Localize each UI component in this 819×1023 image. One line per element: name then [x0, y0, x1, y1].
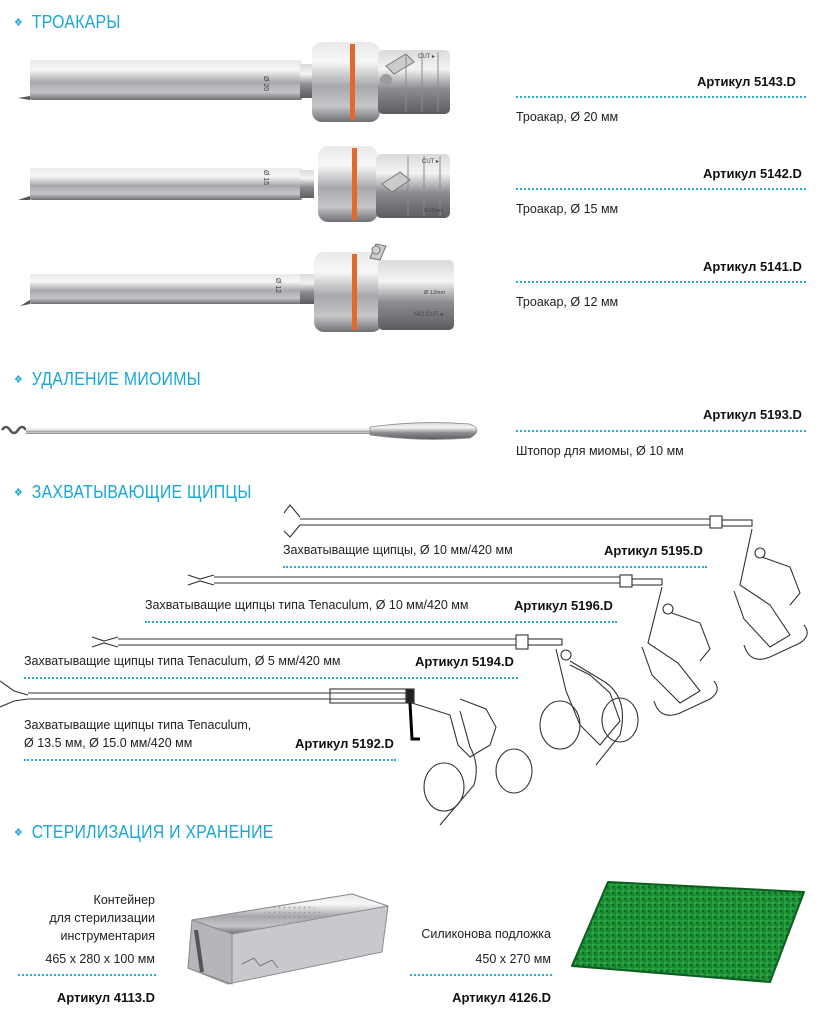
forceps-5194-desc: Захватыващие щипцы типа Tenaculum, Ø 5 мм/420 мм — [24, 654, 341, 668]
divider — [145, 621, 617, 623]
divider — [516, 188, 806, 190]
divider — [24, 677, 518, 679]
divider — [18, 974, 156, 976]
trocar-5141-desc: Троакар, Ø 12 мм — [516, 295, 619, 309]
article-5194: Артикул 5194.D — [415, 654, 514, 669]
trocar-engraving: Ø 12 — [274, 278, 281, 294]
trocar-5142-desc: Троакар, Ø 15 мм — [516, 202, 619, 216]
myoma-desc: Штопор для миомы, Ø 10 мм — [516, 444, 684, 458]
divider — [410, 974, 552, 976]
cap-engraving: Ø 15mm — [424, 208, 444, 214]
forceps-5195-desc: Захватыващие щипцы, Ø 10 мм/420 мм — [283, 543, 513, 557]
container-label-line2: для стерилизации — [49, 911, 155, 925]
article-5195: Артикул 5195.D — [604, 543, 703, 558]
divider — [516, 430, 806, 432]
section-title-trocars: ❖ ТРОАКАРЫ — [14, 11, 121, 32]
article-4126: Артикул 4126.D — [452, 990, 551, 1005]
trocar-5142-image — [14, 142, 464, 232]
myoma-screw-image — [0, 418, 490, 448]
trocar-engraving: Ø 15 — [262, 170, 269, 186]
section-title-sterilization: ❖ СТЕРИЛИЗАЦИЯ И ХРАНЕНИЕ — [14, 821, 274, 842]
trocar-5141-image — [14, 240, 464, 340]
section-title-forceps: ❖ ЗАХВАТЫВАЮЩИЕ ЩИПЦЫ — [14, 481, 252, 502]
forceps-5192-desc-line1: Захватыващие щипцы типа Tenaculum, — [24, 718, 252, 732]
article-5143: Артикул 5143.D — [697, 74, 796, 89]
article-5193: Артикул 5193.D — [703, 407, 802, 422]
section-title-myoma: ❖ УДАЛЕНИЕ МИОИМЫ — [14, 368, 201, 389]
divider — [24, 759, 396, 761]
cut-engraving: CUT ▸ — [418, 54, 435, 60]
article-5192: Артикул 5192.D — [295, 736, 394, 751]
divider — [516, 96, 806, 98]
sterilization-container-image — [182, 880, 394, 1000]
article-5141: Артикул 5141.D — [703, 259, 802, 274]
diamond-bullet-icon: ❖ — [14, 16, 23, 29]
article-4113: Артикул 4113.D — [56, 990, 155, 1005]
cap-engraving: Ø 12mm — [424, 290, 446, 296]
mat-label: Силиконова подложка — [421, 927, 551, 941]
trocar-5143-image — [14, 40, 464, 130]
trocar-5143-desc: Троакар, Ø 20 мм — [516, 110, 619, 124]
silicone-mat-image — [568, 878, 808, 988]
divider — [516, 281, 806, 283]
divider — [283, 566, 707, 568]
forceps-5196-desc: Захватыващие щипцы типа Tenaculum, Ø 10 мм/420 мм — [145, 598, 469, 612]
article-5142: Артикул 5142.D — [703, 166, 802, 181]
container-size: 465 x 280 x 100 мм — [45, 952, 155, 966]
nocut-engraving: NO CUT ▸ — [414, 311, 444, 318]
container-label-line1: Контейнер — [93, 893, 155, 907]
cut-engraving: CUT ▸ — [422, 159, 439, 165]
diamond-bullet-icon: ❖ — [14, 826, 23, 839]
forceps-5192-desc-line2: Ø 13.5 мм, Ø 15.0 мм/420 мм — [24, 736, 193, 750]
article-5196: Артикул 5196.D — [514, 598, 613, 613]
trocar-engraving: Ø 20 — [262, 76, 269, 92]
mat-size: 450 x 270 мм — [475, 952, 551, 966]
diamond-bullet-icon: ❖ — [14, 486, 23, 499]
container-label-line3: инструментария — [60, 929, 155, 943]
diamond-bullet-icon: ❖ — [14, 373, 23, 386]
